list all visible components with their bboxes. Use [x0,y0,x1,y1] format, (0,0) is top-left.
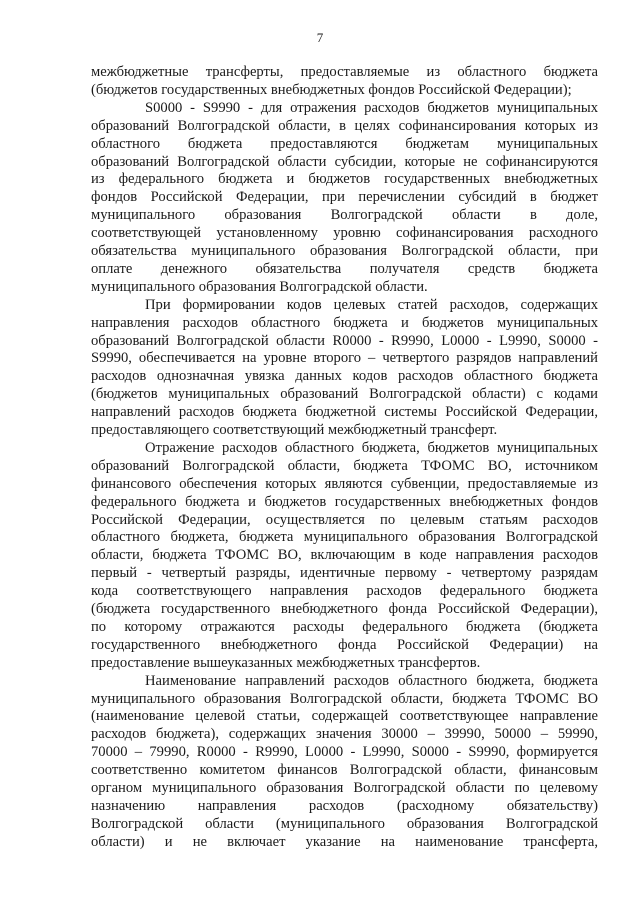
text-line: образований Волгоградской области субсидии, которые не софинансируются [91,153,598,170]
text-line: Отражение расходов областного бюджета, бюджетов муниципальных [145,439,598,456]
text-line: фондов Российской Федерации, при перечислении субсидий в бюджет [91,189,598,206]
text-line: 70000 – 79990, R0000 - R9990, L0000 - L9990, S0000 - S9990, формируется [91,744,598,761]
text-line: кода соответствующего направления расходов федерального бюджета [91,583,598,600]
text-line: областного бюджета предоставляются бюджетам муниципальных [91,135,598,152]
text-line: (бюджета государственного внебюджетного фонда Российской Федерации), [91,601,598,617]
text-line: муниципального образования Волгоградской области в доле, [91,207,598,224]
text-line: из федерального бюджета и бюджетов государственных внебюджетных [91,171,598,188]
text-line: образований Волгоградской области, в целях софинансирования которых из [91,117,598,134]
text-line: (бюджетов муниципальных образований Волгоградской области) с кодами [91,386,598,403]
text-line: областного бюджета, бюджета муниципального образования Волгоградской [91,529,598,546]
text-line: по которому отражаются расходы федерального бюджета (бюджета [91,618,598,635]
page-number: 7 [316,30,324,45]
text-line: (бюджетов государственных внебюджетных фондов Российской Федерации); [91,81,572,98]
text-line: S9990, обеспечивается на уровне второго – четвертого разрядов направлений [91,350,598,367]
text-line: предоставление вышеуказанных межбюджетных трансфертов. [91,654,481,671]
text-line: оплате денежного обязательства получателя средств бюджета [91,260,598,277]
text-line: Наименование направлений расходов областного бюджета, бюджета [145,672,598,689]
text-line: образований Волгоградской области, бюджета ТФОМС ВО, источником [91,457,598,474]
text-line: расходов однозначная увязка данных кодов расходов областного бюджета [91,368,598,385]
text-line: соответствующей установленному уровню софинансирования расходного [91,225,598,242]
text-line: органом муниципального образования Волгоградской области по целевому [91,780,598,796]
text-line: финансового обеспечения которых являются субвенции, предоставляемые из [91,475,598,492]
text-line: межбюджетные трансферты, предоставляемые из областного бюджета [91,64,598,80]
text-line: направления расходов областного бюджета и бюджетов муниципальных [91,314,598,331]
text-line: первый - четвертый разряды, идентичные первому - четвертому разрядам [91,565,598,582]
text-line: муниципального образования Волгоградской области. [91,278,428,295]
text-line: При формировании кодов целевых статей расходов, содержащих [145,296,598,313]
text-line: назначению направления расходов (расходному обязательству) [91,797,598,814]
text-line: федерального бюджета и бюджетов государственных внебюджетных фондов [91,493,598,510]
text-line: предоставляющего соответствующий межбюджетный трансферт. [91,422,498,438]
text-line: области) и не включает указание на наименование трансферта, [91,833,598,850]
text-line: соответственно комитетом финансов Волгоградской области, финансовым [91,762,598,779]
text-line: Волгоградской области (муниципального образования Волгоградской [91,815,598,832]
text-line: направлений расходов бюджета бюджетной системы Российской Федерации, [91,404,598,421]
text-line: муниципального образования Волгоградской области, бюджета ТФОМС ВО [91,690,598,707]
text-line: расходов бюджета), содержащих значения 30000 – 39990, 50000 – 59990, [91,726,598,743]
text-line: образований Волгоградской области R0000 - R9990, L0000 - L9990, S0000 - [91,332,598,349]
text-line: обязательства муниципального образования Волгоградской области, при [91,243,598,259]
text-line: (наименование целевой статьи, содержащей соответствующее направление [91,708,598,725]
text-line: S0000 - S9990 - для отражения расходов бюджетов муниципальных [145,99,598,116]
text-line: области, бюджета ТФОМС ВО, включающим в коде направления расходов [91,547,598,564]
text-line: Российской Федерации, осуществляется по целевым статьям расходов [91,511,598,528]
text-line: государственного внебюджетного фонда Российской Федерации) на [91,636,598,653]
